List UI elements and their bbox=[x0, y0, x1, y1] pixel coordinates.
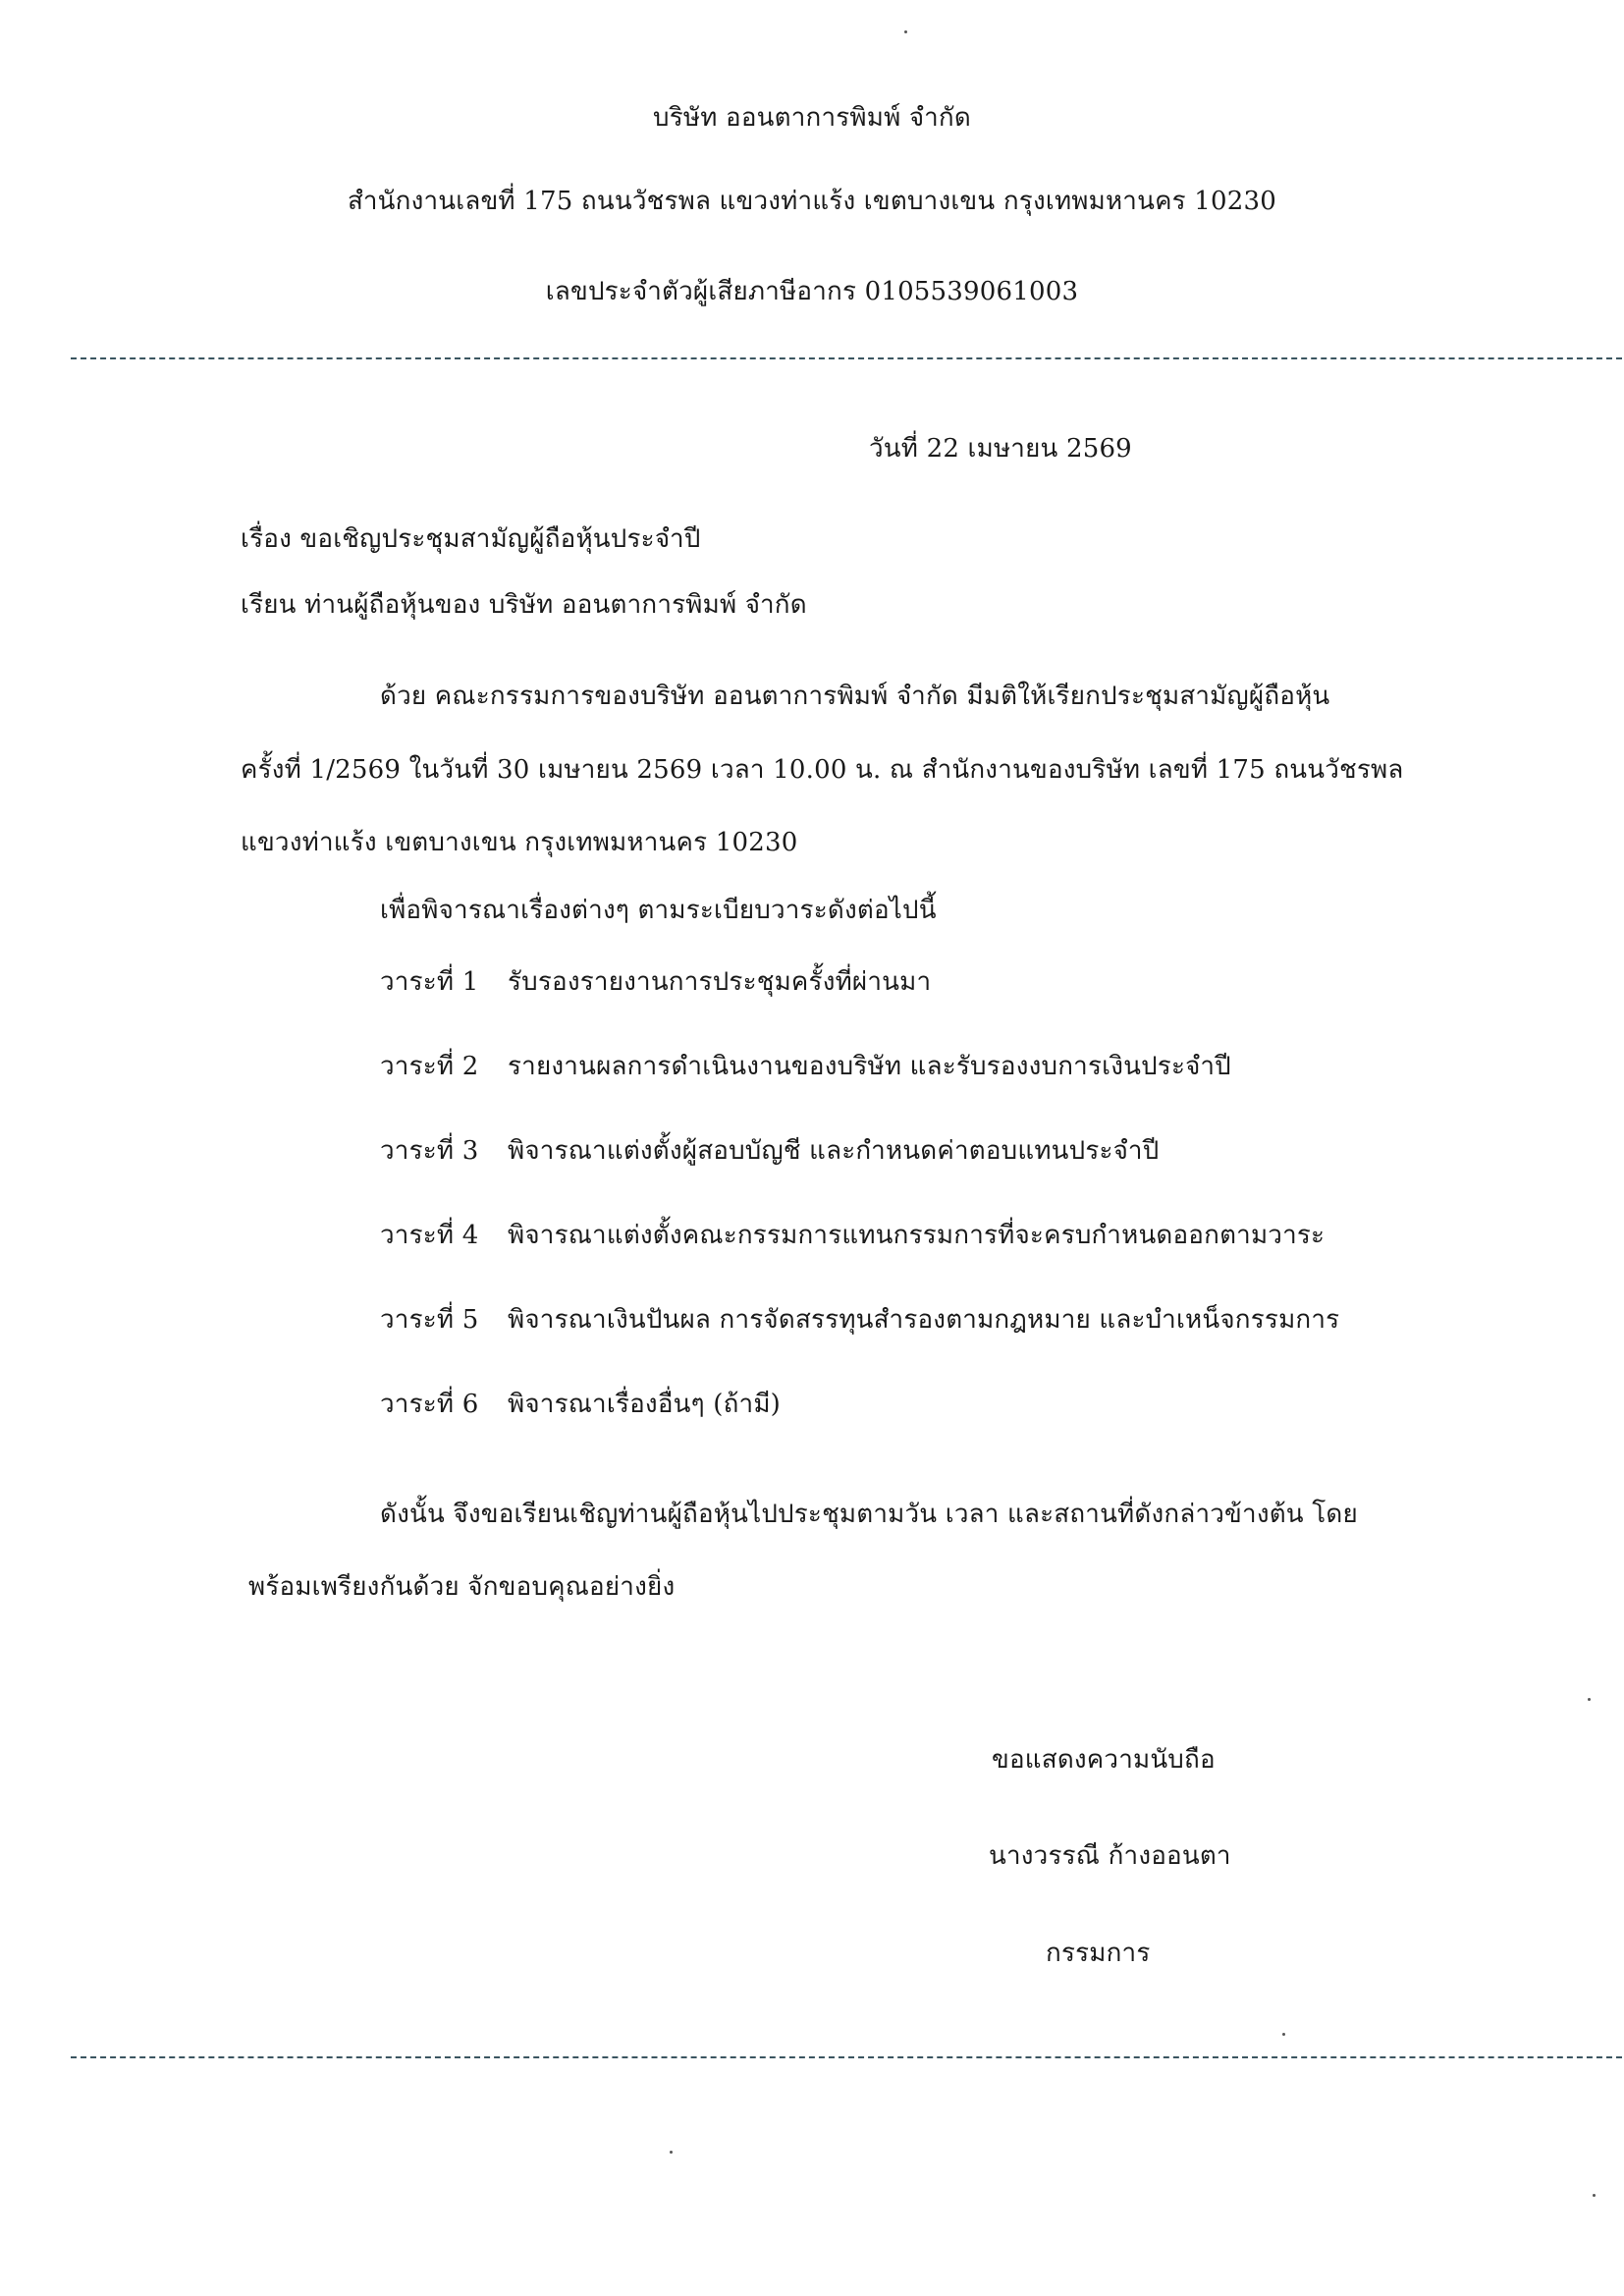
company-name: บริษัท ออนตาการพิมพ์ จำกัด bbox=[653, 103, 971, 133]
agenda-item bbox=[380, 965, 931, 999]
signature-regards: ขอแสดงความนับถือ bbox=[992, 1745, 1216, 1775]
agenda-text: รายงานผลการดำเนินงานของบริษัท และรับรองงบการเงินประจำปี bbox=[508, 1052, 1231, 1081]
agenda-text: พิจารณาแต่งตั้งผู้สอบบัญชี และกำหนดค่าตอบแทนประจำปี bbox=[508, 1136, 1160, 1166]
company-address: สำนักงานเลขที่ 175 ถนนวัชรพล แขวงท่าแร้ง เขตบางเขน กรุงเทพมหานคร 10230 bbox=[347, 187, 1276, 216]
agenda-text: พิจารณาแต่งตั้งคณะกรรมการแทนกรรมการที่จะครบกำหนดออกตามวาระ bbox=[508, 1221, 1326, 1250]
agenda-label: วาระที่ 1 bbox=[380, 967, 479, 997]
signature-name: นางวรรณี ก้างออนตา bbox=[989, 1841, 1231, 1871]
agenda-label: วาระที่ 2 bbox=[380, 1052, 479, 1081]
agenda-item bbox=[380, 1388, 781, 1421]
agenda-intro: เพื่อพิจารณาเรื่องต่างๆ ตามระเบียบวาระดังต่อไปนี้ bbox=[380, 896, 937, 925]
body-line-2: ครั้งที่ 1/2569 ในวันที่ 30 เมษายน 2569 เวลา 10.00 น. ณ สำนักงานของบริษัท เลขที่ 175 ถนนวัชรพล bbox=[241, 755, 1404, 785]
scan-speck bbox=[1282, 2033, 1285, 2036]
scan-speck bbox=[1593, 2194, 1596, 2197]
letter-subject: เรื่อง ขอเชิญประชุมสามัญผู้ถือหุ้นประจำปี bbox=[241, 524, 701, 554]
agenda-item bbox=[380, 1219, 1325, 1252]
tax-id: เลขประจำตัวผู้เสียภาษีอากร 0105539061003 bbox=[545, 277, 1079, 306]
body-line-1: ด้วย คณะกรรมการของบริษัท ออนตาการพิมพ์ จำกัด มีมติให้เรียกประชุมสามัญผู้ถือหุ้น bbox=[380, 682, 1330, 711]
agenda-label: วาระที่ 5 bbox=[380, 1305, 479, 1335]
agenda-item bbox=[380, 1050, 1231, 1083]
agenda-item bbox=[380, 1134, 1159, 1168]
letter-date: วันที่ 22 เมษายน 2569 bbox=[869, 434, 1132, 464]
agenda-item bbox=[380, 1303, 1339, 1337]
signature-title: กรรมการ bbox=[1046, 1939, 1151, 1968]
agenda-text: รับรองรายงานการประชุมครั้งที่ผ่านมา bbox=[508, 967, 932, 997]
letter-recipient: เรียน ท่านผู้ถือหุ้นของ บริษัท ออนตาการพิมพ์ จำกัด bbox=[241, 590, 807, 620]
bottom-divider bbox=[71, 2056, 1622, 2058]
agenda-text: พิจารณาเรื่องอื่นๆ (ถ้ามี) bbox=[508, 1390, 782, 1419]
closing-line-1: ดังนั้น จึงขอเรียนเชิญท่านผู้ถือหุ้นไปประชุมตามวัน เวลา และสถานที่ดังกล่าวข้างต้น โดย bbox=[380, 1500, 1358, 1529]
top-divider bbox=[71, 357, 1622, 359]
agenda-label: วาระที่ 3 bbox=[380, 1136, 479, 1166]
closing-line-2: พร้อมเพรียงกันด้วย จักขอบคุณอย่างยิ่ง bbox=[248, 1572, 676, 1602]
scan-speck bbox=[904, 30, 907, 33]
agenda-text: พิจารณาเงินปันผล การจัดสรรทุนสำรองตามกฎหมาย และบำเหน็จกรรมการ bbox=[508, 1305, 1340, 1335]
body-line-3: แขวงท่าแร้ง เขตบางเขน กรุงเทพมหานคร 10230 bbox=[241, 828, 798, 857]
scan-speck bbox=[1588, 1698, 1591, 1701]
scan-speck bbox=[670, 2151, 673, 2154]
agenda-label: วาระที่ 6 bbox=[380, 1390, 479, 1419]
agenda-label: วาระที่ 4 bbox=[380, 1221, 479, 1250]
